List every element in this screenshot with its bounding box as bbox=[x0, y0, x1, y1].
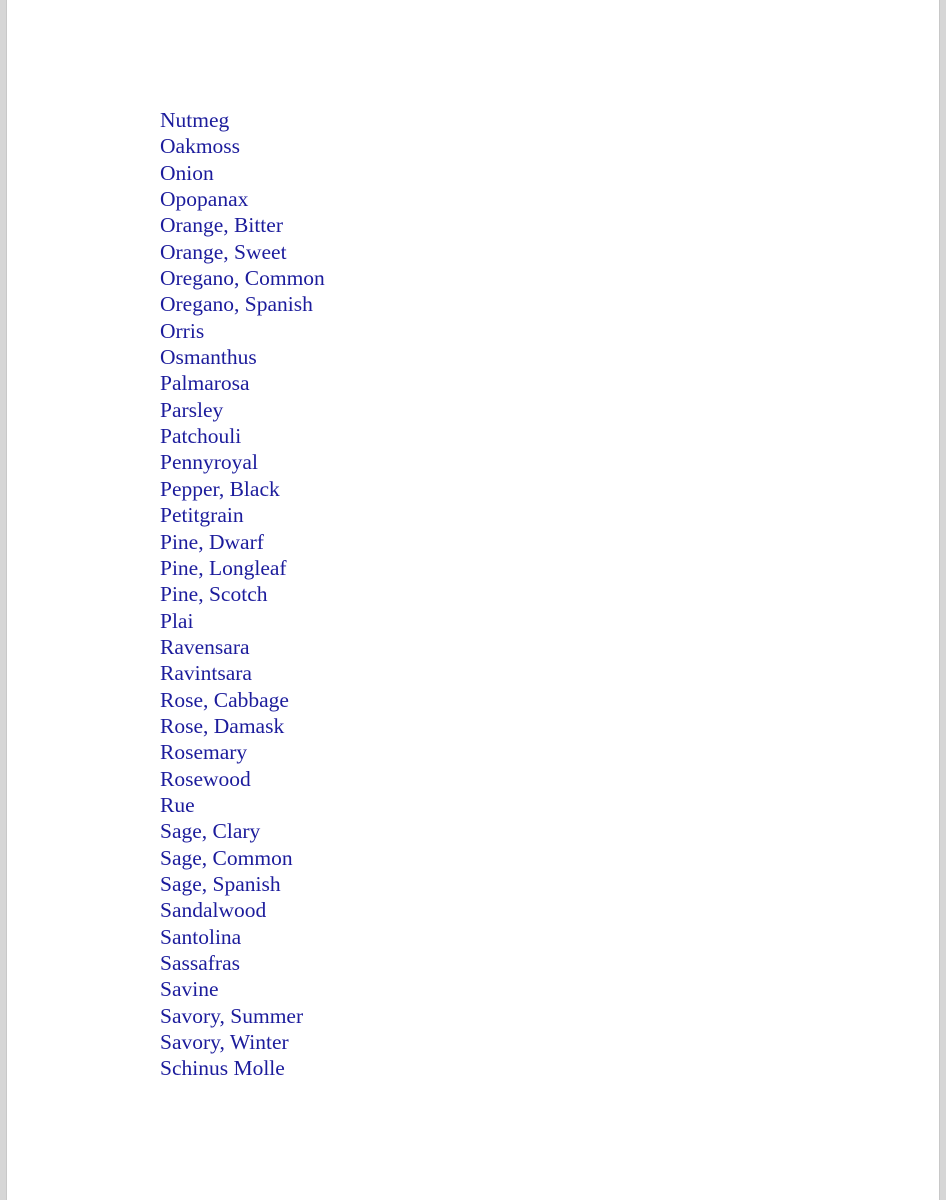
list-item-link[interactable]: Savory, Winter bbox=[160, 1030, 289, 1055]
page-edge-left bbox=[0, 0, 7, 1200]
list-item-link[interactable]: Palmarosa bbox=[160, 371, 250, 396]
list-item-link[interactable]: Patchouli bbox=[160, 424, 242, 449]
list-item-link[interactable]: Rosewood bbox=[160, 766, 251, 791]
list-item-link[interactable]: Pine, Longleaf bbox=[160, 555, 287, 580]
list-item-link[interactable]: Oakmoss bbox=[160, 134, 241, 159]
list-item-link[interactable]: Rose, Damask bbox=[160, 713, 285, 738]
list-item-link[interactable]: Ravensara bbox=[160, 634, 250, 659]
list-item-link[interactable]: Schinus Molle bbox=[160, 1056, 285, 1081]
list-item-link[interactable]: Savory, Summer bbox=[160, 1003, 304, 1028]
list-item-link[interactable]: Pepper, Black bbox=[160, 476, 280, 501]
list-item-link[interactable]: Orris bbox=[160, 318, 205, 343]
list-item-link[interactable]: Osmanthus bbox=[160, 345, 257, 370]
list-item-link[interactable]: Opopanax bbox=[160, 187, 249, 212]
list-item-link[interactable]: Oregano, Spanish bbox=[160, 292, 313, 317]
list-item-link[interactable]: Ravintsara bbox=[160, 661, 252, 686]
list-item-link[interactable]: Rue bbox=[160, 792, 195, 817]
list-item-link[interactable]: Santolina bbox=[160, 924, 242, 949]
list-item-link[interactable]: Sage, Common bbox=[160, 845, 293, 870]
list-item-link[interactable]: Rosemary bbox=[160, 740, 248, 765]
list-item-link[interactable]: Plai bbox=[160, 608, 194, 633]
essential-oils-list bbox=[160, 107, 325, 1082]
list-item-link[interactable]: Sandalwood bbox=[160, 898, 267, 923]
page-edge-right bbox=[939, 0, 946, 1200]
document-page bbox=[7, 0, 939, 1200]
list-item-link[interactable]: Sassafras bbox=[160, 951, 241, 975]
list-item-link[interactable]: Orange, Bitter bbox=[160, 213, 283, 238]
list-item-link[interactable]: Petitgrain bbox=[160, 503, 244, 528]
list-item-link[interactable]: Pine, Scotch bbox=[160, 582, 268, 607]
list-item-link[interactable]: Sage, Clary bbox=[160, 819, 261, 844]
list-item-link[interactable]: Nutmeg bbox=[160, 108, 230, 132]
list-item-link[interactable]: Rose, Cabbage bbox=[160, 687, 289, 712]
list-item-link[interactable]: Orange, Sweet bbox=[160, 239, 287, 264]
list-item-link[interactable]: Pine, Dwarf bbox=[160, 529, 264, 554]
list-item-link[interactable]: Onion bbox=[160, 160, 214, 185]
list-item-link[interactable]: Oregano, Common bbox=[160, 266, 325, 291]
list-item-link[interactable]: Parsley bbox=[160, 397, 224, 422]
list-item-link[interactable]: Sage, Spanish bbox=[160, 871, 281, 896]
list-item-link[interactable]: Savine bbox=[160, 977, 219, 1002]
list-item-link[interactable]: Pennyroyal bbox=[160, 450, 258, 475]
